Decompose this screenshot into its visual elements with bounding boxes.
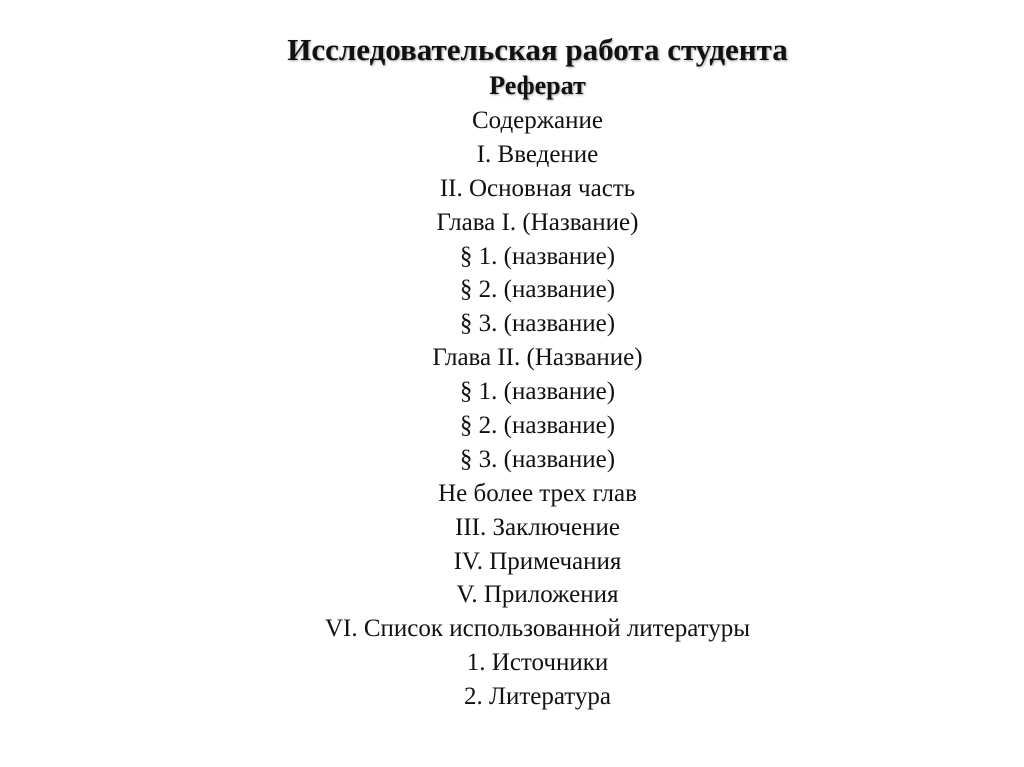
outline-item-chapter-2-section-1: § 1. (название)	[459, 378, 616, 406]
slide-subtitle: Реферат	[489, 71, 586, 100]
outline-item-contents: Содержание	[472, 107, 603, 134]
outline-item-chapter-limit-note: Не более трех глав	[438, 479, 637, 507]
outline-item-chapter-2-section-3: § 3. (название)	[459, 445, 616, 473]
outline-item-appendices: V. Приложения	[456, 581, 619, 609]
outline-item-literature: 2. Литература	[464, 683, 611, 711]
outline-item-chapter-1-section-2: § 2. (название)	[459, 276, 616, 304]
outline-item-chapter-1: Глава I. (Название)	[436, 208, 639, 236]
outline-item-chapter-1-section-3: § 3. (название)	[459, 310, 616, 338]
outline-item-conclusion: III. Заключение	[455, 513, 620, 541]
slide-title: Исследовательская работа студента	[287, 32, 788, 67]
outline-item-chapter-2: Глава II. (Название)	[432, 344, 643, 372]
outline-list	[0, 104, 1024, 714]
outline-item-references: VI. Список использованной литературы	[324, 615, 751, 643]
outline-item-introduction: I. Введение	[476, 140, 599, 168]
outline-item-sources: 1. Источники	[466, 649, 609, 677]
outline-item-chapter-1-section-1: § 1. (название)	[459, 242, 616, 270]
outline-item-notes: IV. Примечания	[453, 547, 622, 575]
outline-item-main-part: II. Основная часть	[439, 174, 636, 202]
outline-item-chapter-2-section-2: § 2. (название)	[459, 412, 616, 440]
